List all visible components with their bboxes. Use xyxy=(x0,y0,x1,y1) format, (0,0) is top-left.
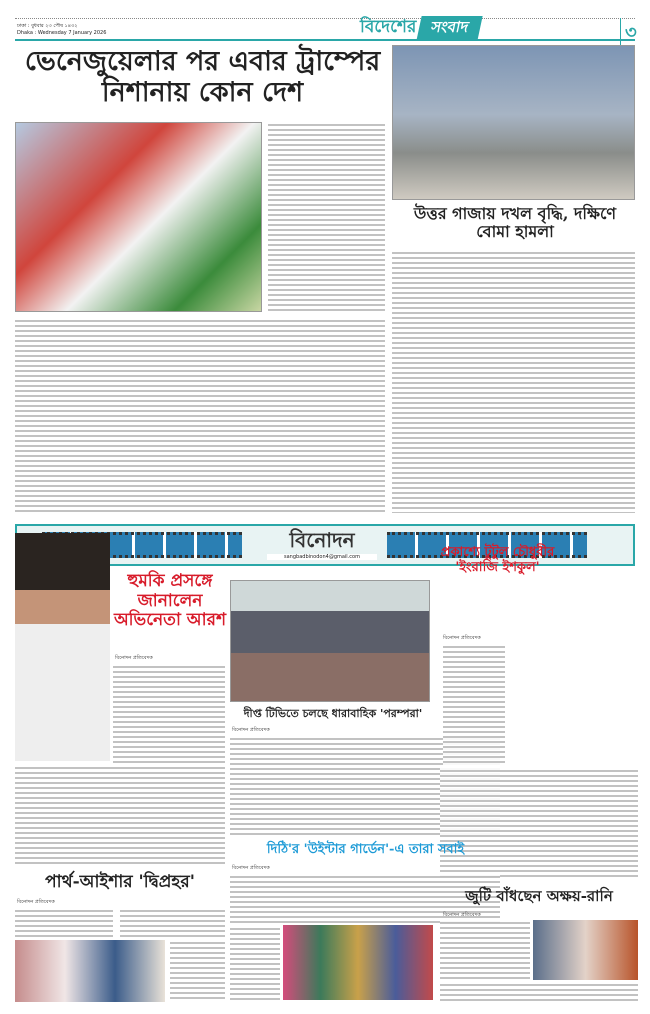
arosh-byline: বিনোদন প্রতিবেদক xyxy=(115,655,153,661)
winter-garden-headline: দিঠি'র 'উইন্টার গার্ডেন'-এ তারা সবাই xyxy=(266,842,465,857)
tutul-byline: বিনোদন প্রতিবেদক xyxy=(443,635,481,641)
arosh-body xyxy=(113,664,225,764)
arosh-headline: হুমকি প্রসঙ্গে জানালেন অভিনেতা আরশ xyxy=(113,571,227,631)
date-bn: ঢাকা : বুধবার ২৩ পৌষ ১৪৩২ xyxy=(17,23,78,29)
masthead-rule xyxy=(15,18,635,19)
akshay-rani-photo xyxy=(533,920,638,980)
entertainment-email: sangbadbinodon4@gmail.com xyxy=(267,554,377,560)
akshay-body xyxy=(440,920,530,980)
akshay-body xyxy=(440,982,638,1004)
partho-byline: বিনোদন প্রতিবেদক xyxy=(17,899,55,905)
partho-aisha-photo xyxy=(15,940,165,1002)
date-en: Dhaka : Wednesday 7 January 2026 xyxy=(17,30,107,36)
header-rule xyxy=(15,39,635,41)
partho-body xyxy=(170,940,225,1002)
winter-garden-photo xyxy=(283,925,433,1000)
gaza-smoke-photo xyxy=(392,45,635,200)
partho-body xyxy=(120,908,225,938)
tutul-body xyxy=(443,644,505,766)
tutul-photo xyxy=(505,545,638,760)
porompora-headline: দীপ্ত টিভিতে চলছে ধারাবাহিক 'পরম্পরা' xyxy=(243,707,423,720)
porompora-cast-photo xyxy=(230,580,430,702)
arosh-photo xyxy=(15,533,110,761)
partho-aisha-headline: পার্থ-আইশার 'দ্বিপ্রহর' xyxy=(45,872,195,892)
venezuela-body xyxy=(15,318,385,513)
winter-body xyxy=(230,926,280,1001)
winter-byline: বিনোদন প্রতিবেদক xyxy=(232,865,270,871)
porompora-byline: বিনোদন প্রতিবেদক xyxy=(232,727,270,733)
gaza-headline: উত্তর গাজায় দখল বৃদ্ধি, দক্ষিণে বোমা হামলা xyxy=(413,204,617,242)
venezuela-body xyxy=(268,122,385,312)
akshay-byline: বিনোদন প্রতিবেদক xyxy=(443,912,481,918)
partho-body xyxy=(15,908,113,938)
arosh-body xyxy=(15,765,225,865)
tutul-body xyxy=(440,768,638,878)
venezuela-headline: ভেনেজুয়েলার পর এবার ট্রাম্পের নিশানায় কোন দেশ xyxy=(24,46,381,109)
trump-uncle-sam-photo xyxy=(15,122,262,312)
entertainment-title: বিনোদন xyxy=(289,528,355,552)
page-number: ৩ xyxy=(620,18,637,49)
gaza-body xyxy=(392,250,635,513)
akshay-rani-headline: জুটি বাঁধছেন অক্ষয়-রানি xyxy=(465,887,613,905)
section-title xyxy=(360,18,480,38)
section-title-a: বিদেশের xyxy=(360,17,417,37)
tutul-headline: প্রকাশ্যে টুটুল চৌধুরীর 'ইংরাজি ইশকুল' xyxy=(440,545,555,575)
section-title-b: সংবাদ xyxy=(417,16,483,41)
